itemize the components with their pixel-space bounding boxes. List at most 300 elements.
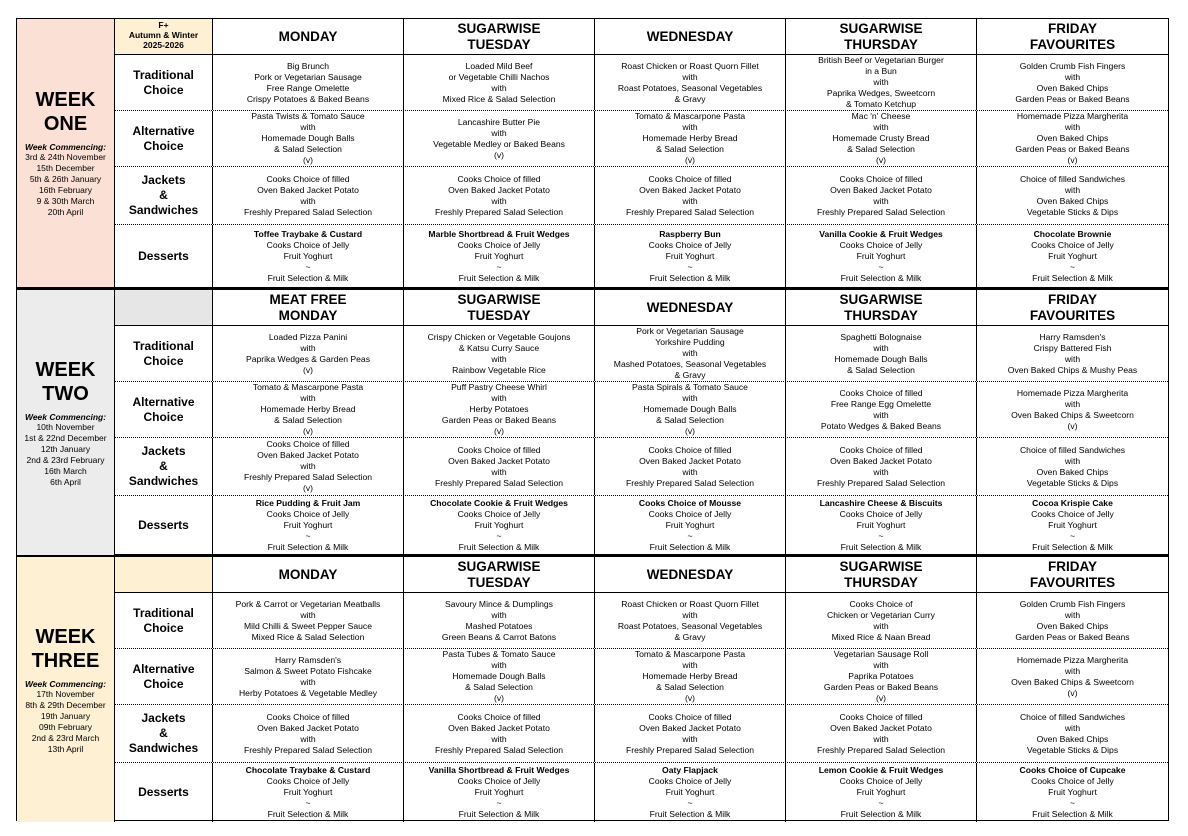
dessert-name: Cooks Choice of Cupcake — [1019, 765, 1126, 775]
menu-cell — [404, 593, 595, 648]
menu-item-line: with — [1064, 722, 1081, 733]
menu-item-line: Fruit Selection & Milk — [649, 809, 731, 819]
menu-cell — [595, 167, 786, 224]
menu-item-line: ~ — [878, 261, 884, 272]
week-commencing-date: 1st & 22nd December — [24, 432, 107, 443]
day-name: WEDNESDAY — [646, 28, 734, 44]
week-label — [17, 19, 115, 287]
menu-item-line: Freshly Prepared Salad Selection — [625, 206, 755, 217]
menu-category — [115, 382, 213, 437]
dessert-name: Chocolate Traybake & Custard — [245, 765, 371, 775]
menu-item-line: Tomato & Mascarpone Pasta — [252, 382, 364, 392]
menu-item-line: with — [873, 466, 889, 477]
day-name: WEDNESDAY — [646, 299, 734, 315]
menu-item-line: & Gravy — [674, 370, 706, 380]
day-header — [213, 290, 404, 325]
category-line: Alternative — [132, 394, 195, 409]
dessert-name: Lemon Cookie & Fruit Wedges — [818, 765, 944, 775]
category-line: Alternative — [132, 661, 195, 676]
menu-item-line: with — [682, 393, 698, 403]
menu-cell — [595, 705, 786, 762]
menu-cell — [213, 326, 404, 381]
season-text: 2025-2026 — [143, 40, 184, 50]
menu-cell — [786, 111, 977, 166]
menu-item-line: Herby Potatoes & Vegetable Medley — [238, 687, 378, 698]
day-name: FRIDAY — [1047, 558, 1097, 574]
menu-item-line: in a Bun — [865, 66, 897, 76]
menu-item-line: Harry Ramsden's — [1039, 331, 1106, 342]
menu-item-line: Fruit Selection & Milk — [1032, 809, 1113, 819]
menu-item-line: Fruit Yoghurt — [283, 520, 333, 530]
day-name: MONDAY — [278, 566, 338, 582]
category-line: & — [159, 459, 168, 473]
day-name: SUGARWISE — [839, 20, 923, 36]
menu-item-line: Fruit Selection & Milk — [458, 272, 540, 283]
menu-cell — [213, 111, 404, 166]
day-header — [595, 19, 786, 54]
menu-item-line: (v) — [1067, 687, 1078, 698]
menu-item-line: Fruit Yoghurt — [856, 520, 906, 530]
menu-item-line: Puff Pastry Cheese Whirl — [451, 382, 547, 392]
menu-item-line: Cooks Choice of filled — [457, 444, 541, 455]
menu-item-line: with — [491, 195, 507, 206]
menu-item-line: Cooks Choice of Jelly — [266, 509, 350, 519]
category-text — [129, 444, 198, 489]
menu-item-line: Roast Chicken or Roast Quorn Fillet — [621, 60, 759, 71]
menu-item-line: Roast Potatoes, Seasonal Vegetables — [617, 82, 763, 93]
day-header — [404, 290, 595, 325]
menu-item-line: or Vegetable Chilli Nachos — [448, 71, 550, 82]
menu-item-line: with — [1064, 122, 1081, 132]
menu-item-line: Homemade Dough Balls — [643, 404, 737, 414]
week-commencing-date: 2nd & 23rd March — [31, 732, 100, 743]
menu-cell — [404, 55, 595, 110]
category-line: Desserts — [138, 248, 189, 263]
menu-item-line: Choice of filled Sandwiches — [1019, 173, 1126, 184]
day-header-row — [213, 557, 1168, 593]
menu-cell — [977, 649, 1168, 704]
menu-item-line: Roast Potatoes, Seasonal Vegetables — [617, 620, 763, 631]
week-number: ONE — [43, 113, 88, 135]
menu-item-line: Oven Baked Jacket Potato — [448, 722, 550, 733]
menu-item-line: ~ — [687, 798, 693, 808]
menu-item-line: Green Beans & Carrot Batons — [441, 631, 557, 642]
menu-item-line: Paprika Wedges & Garden Peas — [245, 353, 371, 364]
menu-item-line: Freshly Prepared Salad Selection — [625, 477, 755, 488]
category-line: Choice — [143, 353, 184, 368]
week-commencing-date: 17th November — [36, 688, 95, 699]
category-line: Traditional — [133, 605, 194, 620]
menu-item-line: Oven Baked Chips — [1036, 195, 1109, 206]
menu-cell — [595, 326, 786, 381]
menu-item-line: Vegetable Sticks & Dips — [1026, 206, 1119, 217]
menu-item-line: ~ — [878, 531, 884, 541]
menu-item-line: & Salad Selection — [274, 415, 342, 425]
menu-cell — [213, 55, 404, 110]
menu-category — [115, 496, 213, 555]
dessert-name: Lancashire Cheese & Biscuits — [819, 498, 943, 508]
day-name: TUESDAY — [467, 307, 531, 323]
menu-category — [115, 111, 213, 166]
menu-item-line: with — [873, 409, 889, 420]
menu-item-line: Mashed Potatoes — [465, 620, 533, 631]
menu-item-line: Cooks Choice of Jelly — [457, 239, 541, 250]
day-header — [213, 19, 404, 54]
week-commencing-date: 20th April — [47, 207, 84, 217]
menu-cell — [595, 382, 786, 437]
menu-item-line: (v) — [1067, 420, 1078, 431]
menu-cell — [977, 111, 1168, 166]
menu-cell — [595, 496, 786, 555]
menu-item-line: & Gravy — [674, 631, 706, 642]
menu-item-line: (v) — [1067, 155, 1078, 165]
menu-item-line: with — [491, 609, 507, 620]
menu-item-line: Oven Baked Jacket Potato — [830, 722, 932, 733]
menu-item-line: ~ — [496, 261, 502, 272]
menu-item-line: Salmon & Sweet Potato Fishcake — [244, 665, 372, 676]
menu-item-line: Garden Peas or Baked Beans — [823, 682, 939, 692]
menu-item-line: Freshly Prepared Salad Selection — [243, 744, 373, 755]
menu-cell — [977, 496, 1168, 555]
menu-item-line: with — [491, 127, 507, 138]
menu-item-line: Oven Baked Chips & Mushy Peas — [1007, 364, 1138, 375]
menu-item-line: Cooks Choice of Jelly — [1031, 776, 1114, 786]
menu-item-line: Fruit Yoghurt — [283, 250, 333, 261]
category-text — [132, 395, 194, 425]
menu-item-line: Free Range Egg Omelette — [830, 398, 932, 409]
menu-cell — [404, 382, 595, 437]
menu-item-line: Freshly Prepared Salad Selection — [434, 477, 564, 488]
day-header-text — [839, 21, 922, 53]
week-commencing-date: 10th November — [36, 421, 95, 432]
menu-item-line: Crispy Potatoes & Baked Beans — [246, 93, 370, 104]
category-line: Desserts — [138, 785, 189, 799]
dessert-name: Marble Shortbread & Fruit Wedges — [428, 228, 570, 239]
menu-category — [115, 705, 213, 762]
category-line: Choice — [143, 620, 184, 635]
menu-cell — [977, 225, 1168, 287]
menu-cell — [404, 225, 595, 287]
day-name: THURSDAY — [844, 307, 918, 323]
menu-item-line: Homemade Pizza Margherita — [1016, 654, 1129, 665]
menu-item-line: Cooks Choice of filled — [839, 173, 923, 184]
dessert-name: Chocolate Brownie — [1033, 228, 1112, 239]
menu-item-line: Crispy Chicken or Vegetable Goujons — [427, 331, 571, 342]
menu-item-line: Fruit Yoghurt — [1048, 520, 1097, 530]
menu-item-line: Cooks Choice of filled — [266, 439, 350, 449]
category-line: Choice — [143, 138, 184, 153]
menu-rows — [115, 55, 1168, 287]
menu-item-line: Oven Baked Chips & Sweetcorn — [1011, 676, 1134, 687]
menu-cell — [977, 55, 1168, 110]
menu-item-line: Vegetable Sticks & Dips — [1026, 744, 1119, 755]
menu-category — [115, 326, 213, 381]
day-header — [977, 557, 1168, 592]
day-name: MEAT FREE — [269, 291, 347, 307]
menu-item-line: Mac 'n' Cheese — [851, 111, 911, 121]
menu-item-line: Fruit Yoghurt — [665, 787, 715, 797]
menu-item-line: Homemade Crusty Bread — [832, 133, 930, 143]
menu-cell — [595, 111, 786, 166]
day-header-text — [839, 559, 922, 591]
menu-item-line: Fruit Selection & Milk — [458, 809, 540, 819]
menu-cell — [786, 593, 977, 648]
menu-item-line: Oven Baked Jacket Potato — [448, 455, 550, 466]
menu-item-line: Savoury Mince & Dumplings — [445, 598, 553, 609]
week-commencing-date: 5th & 26th January — [29, 174, 102, 184]
menu-item-line: Garden Peas or Baked Beans — [1015, 144, 1130, 154]
menu-item-line: Spaghetti Bolognaise — [840, 331, 922, 342]
menu-item-line: Pork or Vegetarian Sausage — [636, 326, 744, 336]
menu-item-line: Oven Baked Jacket Potato — [448, 184, 550, 195]
menu-item-line: Cooks Choice of filled — [266, 711, 350, 722]
menu-item-line: Cooks Choice of — [849, 598, 913, 609]
menu-item-line: Cooks Choice of Jelly — [839, 776, 923, 786]
menu-item-line: & Katsu Curry Sauce — [458, 342, 540, 353]
category-text — [133, 68, 194, 98]
menu-item-line: Garden Peas or Baked Beans — [1015, 631, 1130, 642]
day-header — [786, 557, 977, 592]
week-commencing-date: 12th January — [40, 443, 91, 454]
menu-item-line: Cooks Choice of filled — [839, 387, 923, 398]
menu-cell — [595, 438, 786, 495]
menu-item-line: Fruit Selection & Milk — [1032, 272, 1113, 283]
menu-item-line: ~ — [1069, 261, 1076, 272]
category-text — [133, 339, 194, 369]
menu-item-line: Cooks Choice of Jelly — [457, 776, 541, 786]
menu-item-line: & Tomato Ketchup — [845, 99, 917, 109]
menu-item-line: with — [682, 348, 698, 358]
menu-item-line: Homemade Herby Bread — [260, 404, 356, 414]
menu-cell — [213, 496, 404, 555]
menu-item-line: with — [873, 77, 889, 87]
week-commencing-date: 16th February — [39, 185, 92, 195]
week-commencing-label: Week Commencing: — [24, 678, 107, 689]
menu-item-line: Loaded Pizza Panini — [268, 331, 348, 342]
day-name: MONDAY — [278, 28, 338, 44]
menu-item-line: Fruit Yoghurt — [856, 787, 906, 797]
menu-item-line: Cooks Choice of filled — [839, 711, 923, 722]
menu-category — [115, 593, 213, 648]
menu-item-line: with — [300, 195, 316, 206]
menu-item-line: Fruit Selection & Milk — [458, 542, 540, 552]
menu-item-line: Oven Baked Jacket Potato — [639, 184, 741, 195]
category-text — [132, 662, 194, 692]
menu-cell — [595, 225, 786, 287]
menu-item-line: Oven Baked Jacket Potato — [257, 184, 359, 195]
day-name: SUGARWISE — [457, 20, 541, 36]
dessert-name: Raspberry Bun — [659, 228, 721, 239]
menu-item-line: (v) — [493, 149, 505, 160]
menu-item-line: Oven Baked Jacket Potato — [257, 450, 359, 460]
menu-cell — [786, 382, 977, 437]
menu-item-line: (v) — [875, 693, 887, 703]
menu-item-line: Oven Baked Chips & Sweetcorn — [1011, 409, 1134, 420]
menu-cell — [595, 649, 786, 704]
menu-item-line: Tomato & Mascarpone Pasta — [634, 649, 746, 659]
menu-item-line: Fruit Yoghurt — [665, 250, 715, 261]
week-commencing-date: 8th & 29th December — [25, 699, 106, 710]
day-name: THURSDAY — [844, 574, 918, 590]
menu-item-line: Fruit Selection & Milk — [649, 272, 731, 283]
menu-item-line: Free Range Omelette — [266, 82, 350, 93]
menu-item-line: Vegetable Medley or Baked Beans — [433, 138, 565, 149]
menu-item-line: with — [682, 733, 698, 744]
menu-item-line: Mixed Rice & Salad Selection — [251, 631, 365, 642]
category-line: & — [159, 726, 168, 740]
menu-item-line: Homemade Pizza Margherita — [1016, 111, 1129, 121]
menu-item-line: Fruit Selection & Milk — [840, 809, 922, 819]
menu-item-line: Cooks Choice of Jelly — [1031, 239, 1114, 250]
day-header — [977, 290, 1168, 325]
menu-row — [115, 326, 1168, 382]
menu-row — [115, 225, 1168, 287]
menu-item-line: with — [491, 82, 507, 93]
day-header — [786, 290, 977, 325]
day-name: FAVOURITES — [1029, 574, 1116, 590]
menu-cell — [786, 326, 977, 381]
menu-item-line: Freshly Prepared Salad Selection — [434, 744, 564, 755]
menu-item-line: Cooks Choice of filled — [648, 444, 732, 455]
menu-item-line: & Salad Selection — [656, 682, 724, 692]
menu-cell — [213, 225, 404, 287]
menu-item-line: Fruit Selection & Milk — [840, 542, 922, 552]
menu-item-line: & Salad Selection — [847, 364, 915, 375]
day-name: THURSDAY — [844, 36, 918, 52]
menu-item-line: Potato Wedges & Baked Beans — [820, 420, 942, 431]
menu-item-line: with — [1064, 353, 1081, 364]
day-header-text — [270, 292, 347, 324]
menu-item-line: Mixed Rice & Naan Bread — [831, 631, 931, 642]
menu-item-line: Cooks Choice of Jelly — [266, 239, 350, 250]
menu-item-line: with — [1064, 609, 1081, 620]
category-text — [132, 124, 194, 154]
menu-row — [115, 649, 1168, 705]
day-header — [977, 19, 1168, 54]
menu-item-line: Homemade Herby Bread — [642, 671, 738, 681]
day-header-text — [279, 29, 338, 45]
menu-item-line: with — [491, 393, 507, 403]
menu-item-line: ~ — [687, 261, 693, 272]
menu-item-line: Golden Crumb Fish Fingers — [1019, 60, 1126, 71]
menu-item-line: Oven Baked Jacket Potato — [257, 722, 359, 733]
menu-cell — [786, 167, 977, 224]
menu-cell — [404, 763, 595, 822]
menu-row — [115, 438, 1168, 496]
menu-item-line: Chicken or Vegetarian Curry — [827, 609, 935, 620]
week-1-section — [17, 19, 1168, 287]
menu-item-line: Freshly Prepared Salad Selection — [434, 206, 564, 217]
menu-item-line: with — [491, 466, 507, 477]
day-header-text — [647, 300, 734, 316]
day-name: SUGARWISE — [457, 558, 541, 574]
menu-item-line: Choice of filled Sandwiches — [1019, 711, 1126, 722]
day-header-text — [457, 21, 540, 53]
menu-item-line: Cooks Choice of filled — [839, 444, 923, 455]
menu-item-line: Oven Baked Jacket Potato — [639, 722, 741, 733]
menu-item-line: Fruit Yoghurt — [474, 520, 524, 530]
menu-item-line: Tomato & Mascarpone Pasta — [634, 111, 746, 121]
menu-item-line: with — [300, 733, 316, 744]
menu-item-line: Pasta Spirals & Tomato Sauce — [632, 382, 748, 392]
menu-item-line: Oven Baked Jacket Potato — [639, 455, 741, 466]
week-commencing-date: 19th January — [40, 710, 91, 721]
menu-cell — [404, 111, 595, 166]
menu-item-line: Homemade Dough Balls — [834, 353, 928, 364]
menu-item-line: Oven Baked Chips — [1036, 82, 1109, 93]
day-header-text — [279, 567, 338, 583]
day-name: FAVOURITES — [1029, 36, 1116, 52]
menu-cell — [786, 225, 977, 287]
menu-item-line: Lancashire Butter Pie — [457, 116, 541, 127]
menu-item-line: ~ — [687, 531, 693, 541]
menu-item-line: Cooks Choice of Jelly — [648, 239, 732, 250]
category-text — [138, 518, 189, 533]
menu-row — [115, 705, 1168, 763]
day-header — [595, 557, 786, 592]
menu-cell — [977, 593, 1168, 648]
week-title: WEEK — [35, 358, 96, 381]
menu-row — [115, 382, 1168, 438]
day-header — [404, 19, 595, 54]
menu-item-line: with — [300, 393, 316, 403]
menu-item-line: with — [300, 609, 316, 620]
menu-item-line: Fruit Yoghurt — [283, 787, 333, 797]
day-name: TUESDAY — [467, 574, 531, 590]
menu-item-line: (v) — [302, 155, 314, 165]
day-header-text — [839, 292, 922, 324]
day-header-row — [213, 290, 1168, 326]
dessert-name: Vanilla Cookie & Fruit Wedges — [819, 228, 943, 239]
day-header — [786, 19, 977, 54]
menu-item-line: with — [873, 122, 889, 132]
week-commencing-label: Week Commencing: — [24, 411, 107, 422]
menu-item-line: (v) — [302, 364, 314, 375]
menu-item-line: Homemade Pizza Margherita — [1016, 387, 1129, 398]
menu-item-line: with — [682, 71, 698, 82]
menu-item-line: Roast Chicken or Roast Quorn Fillet — [621, 598, 759, 609]
week-3-section — [17, 557, 1168, 822]
menu-item-line: Rainbow Vegetable Rice — [452, 364, 546, 375]
menu-item-line: (v) — [875, 155, 887, 165]
menu-item-line: Freshly Prepared Salad Selection — [816, 744, 946, 755]
category-line: Jackets — [141, 173, 186, 187]
day-header-text — [1030, 559, 1115, 591]
menu-item-line: with — [873, 342, 889, 353]
menu-item-line: ~ — [305, 531, 311, 541]
day-name: FRIDAY — [1047, 20, 1097, 36]
week-title: WEEK — [35, 625, 96, 648]
menu-item-line: with — [300, 122, 316, 132]
menu-item-line: & Salad Selection — [656, 415, 724, 425]
menu-item-line: (v) — [302, 426, 314, 436]
menu-item-line: Fruit Yoghurt — [665, 520, 715, 530]
category-line: Jackets — [141, 444, 186, 458]
menu-item-line: Vegetarian Sausage Roll — [833, 649, 929, 659]
category-line: Sandwiches — [128, 203, 199, 217]
menu-item-line: Garden Peas or Baked Beans — [441, 415, 557, 425]
menu-item-line: Oven Baked Jacket Potato — [830, 455, 932, 466]
menu-item-line: ~ — [305, 798, 311, 808]
menu-cell — [595, 763, 786, 822]
category-line: Traditional — [133, 338, 194, 353]
menu-item-line: British Beef or Vegetarian Burger — [818, 55, 944, 65]
menu-item-line: Oven Baked Chips — [1036, 620, 1109, 631]
menu-cell — [977, 438, 1168, 495]
dessert-name: Chocolate Cookie & Fruit Wedges — [430, 498, 568, 508]
menu-item-line: (v) — [493, 426, 505, 436]
menu-item-line: with — [491, 733, 507, 744]
